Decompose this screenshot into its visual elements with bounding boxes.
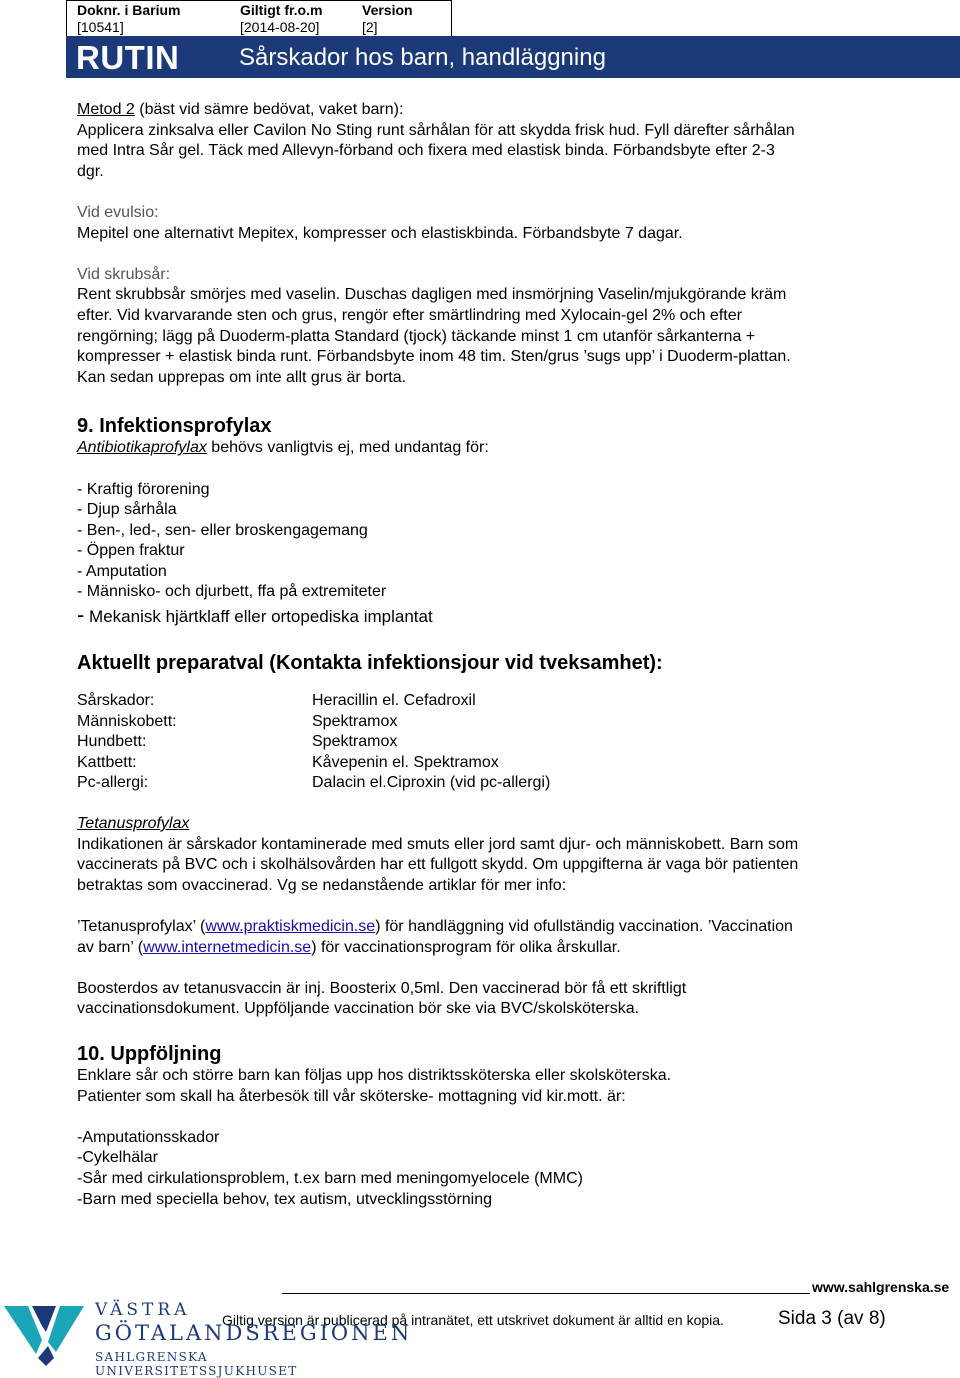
choice-row xyxy=(77,691,897,712)
section10-line: Patienter som skall ha återbesök till vår sköterske- mottagning vid kir.mott. är: xyxy=(77,1087,626,1105)
internetmedicin-link[interactable]: www.internetmedicin.se xyxy=(143,938,312,956)
choice-key: Pc-allergi: xyxy=(77,774,149,792)
choice-key: Sårskador: xyxy=(77,692,155,710)
tetanus-line: vaccinerats på BVC och i skolhälsovården har ett fullgott skydd. Om uppgifterna är vaga bör patienten xyxy=(77,856,799,874)
list-item: -Barn med speciella behov, tex autism, utvecklingsstörning xyxy=(77,1190,493,1208)
reference-line xyxy=(77,938,897,959)
tetanus-heading: Tetanusprofylax xyxy=(77,815,190,833)
choice-value: Spektramox xyxy=(312,733,398,751)
meta-doc-value: [10541] xyxy=(77,19,124,35)
list-item: - Ben-, led-, sen- eller broskengagemang xyxy=(77,521,368,539)
method2-line: dgr. xyxy=(77,162,104,180)
logo-text-region: GÖTALANDSREGIONEN xyxy=(95,1321,413,1345)
list-item-text: Mekanisk hjärtklaff eller ortopediska implantat xyxy=(84,607,433,627)
reference-line xyxy=(77,917,897,938)
choice-row xyxy=(77,712,897,733)
section9-title: Infektionsprofylax xyxy=(99,415,272,438)
booster-line: Boosterdos av tetanusvaccin är inj. Boosterix 0,5ml. Den vaccinerad bör få ett skriftligt xyxy=(77,979,687,997)
header-title-bar xyxy=(66,36,960,78)
method2-line: Applicera zinksalva eller Cavilon No Sting runt sårhålan för att skydda frisk hud. Fyll därefter sårhålan xyxy=(77,121,795,139)
method2-heading-underlined: Metod 2 xyxy=(77,101,135,118)
list-item: - Öppen fraktur xyxy=(77,542,185,560)
choice-value: Kåvepenin el. Spektramox xyxy=(312,753,499,771)
footer-note: Giltig version är publicerad på intranätet, ett utskrivet dokument är alltid en kopia. xyxy=(222,1312,724,1328)
section10-heading xyxy=(77,1042,897,1066)
choice-value: Spektramox xyxy=(312,712,398,730)
ref2-pre: av barn’ ( xyxy=(77,938,144,956)
meta-valid-from xyxy=(240,2,322,36)
meta-doc-number xyxy=(77,2,180,36)
list-item xyxy=(77,603,897,629)
section9-number: 9. xyxy=(77,415,94,438)
page-number: Sida 3 (av 8) xyxy=(778,1308,886,1329)
skrubsar-line: rengörning; lägg på Duoderm-platta Standard (tjock) täckande minst 1 cm utanför sårkanterna + xyxy=(77,327,756,345)
meta-valid-value: [2014-08-20] xyxy=(240,19,320,35)
evulsio-heading: Vid evulsio: xyxy=(77,203,159,221)
header-meta-box xyxy=(66,0,452,36)
list-item: - Djup sårhåla xyxy=(77,501,177,519)
choice-row xyxy=(77,732,897,753)
section10-line: Enklare sår och större barn kan följas upp hos distriktssköterska eller skolsköterska. xyxy=(77,1066,672,1084)
praktiskmedicin-link[interactable]: www.praktiskmedicin.se xyxy=(205,918,376,935)
logo-text-hospital: SAHLGRENSKA UNIVERSITETSSJUKHUSET xyxy=(95,1350,298,1378)
skrubsar-line: kompresser + elastisk binda runt. Förbandsbyte inom 48 tim. Sten/grus ’sugs upp’ i Duoderm-plattan. xyxy=(77,348,791,366)
evulsio-text: Mepitel one alternativt Mepitex, kompresser och elastiskbinda. Förbandsbyte 7 dagar. xyxy=(77,224,683,242)
skrubsar-line: Rent skrubbsår smörjes med vaselin. Duschas dagligen med insmörjning Vaselin/mjukgörande kräm xyxy=(77,286,787,304)
skrubsar-line: Kan sedan upprepas om inte allt grus är borta. xyxy=(77,368,407,386)
section9-intro-rest: behövs vanligtvis ej, med undantag för: xyxy=(206,439,489,457)
ref1-pre: ’Tetanusprofylax’ ( xyxy=(77,918,206,935)
vgr-logo-icon xyxy=(2,1302,86,1368)
choice-row xyxy=(77,753,897,774)
booster-line: vaccinationsdokument. Uppföljande vaccination bör ske via BVC/skolsköterska. xyxy=(77,1000,640,1018)
ref2-post: ) för vaccinationsprogram för olika årskullar. xyxy=(311,938,621,956)
section9-intro xyxy=(77,438,897,459)
list-item: -Amputationsskador xyxy=(77,1128,220,1146)
method2-line: med Intra Sår gel. Täck med Allevyn-förband och fixera med elastisk binda. Förbandsbyte efter 2-3 xyxy=(77,142,775,160)
choice-key: Människobett: xyxy=(77,712,177,730)
tetanus-line: Indikationen är sårskador kontaminerade med smuts eller jord samt djur- och människobett. Barn som xyxy=(77,835,799,853)
list-item: - Amputation xyxy=(77,562,167,580)
meta-valid-label: Giltigt fr.o.m xyxy=(240,2,323,18)
section10-title: Uppföljning xyxy=(110,1042,222,1065)
document-body xyxy=(77,100,897,1210)
meta-version-value: [2] xyxy=(362,19,378,35)
document-title: Sårskador hos barn, handläggning xyxy=(239,44,606,71)
meta-version xyxy=(362,2,413,36)
footer-url: www.sahlgrenska.se xyxy=(812,1279,950,1295)
section9-intro-italic: Antibiotikaprofylax xyxy=(77,439,207,457)
skrubsar-line: efter. Vid kvarvarande sten och grus, rengör efter smärtlindring med Xylocain-gel 2% och efter xyxy=(77,306,742,324)
list-item: -Cykelhälar xyxy=(77,1149,158,1167)
skrubsar-heading: Vid skrubsår: xyxy=(77,265,171,283)
choice-value: Heracillin el. Cefadroxil xyxy=(312,692,476,710)
choice-row xyxy=(77,773,897,794)
footer-divider xyxy=(282,1293,810,1294)
list-item: - Människo- och djurbett, ffa på extremiteter xyxy=(77,583,387,601)
choice-key: Hundbett: xyxy=(77,733,147,751)
list-item: -Sår med cirkulationsproblem, t.ex barn med meningomyelocele (MMC) xyxy=(77,1169,583,1187)
choice-value: Dalacin el.Ciproxin (vid pc-allergi) xyxy=(312,774,551,792)
list-item: - Kraftig förorening xyxy=(77,480,210,498)
tetanus-line: betraktas som ovaccinerad. Vg se nedanstående artiklar för mer info: xyxy=(77,876,567,894)
document-type: RUTIN xyxy=(76,39,180,76)
section10-number: 10. xyxy=(77,1042,105,1065)
list-item-dash: - xyxy=(77,602,85,628)
vgr-logo xyxy=(2,1300,413,1378)
method2-heading xyxy=(77,100,897,121)
meta-version-label: Version xyxy=(362,2,413,18)
section9-list xyxy=(77,480,897,630)
ref1-post: ) för handläggning vid ofullständig vaccination. ’Vaccination xyxy=(375,918,793,935)
section9-heading xyxy=(77,414,897,438)
logo-text-vastra: VÄSTRA xyxy=(95,1300,191,1320)
method2-heading-rest: (bäst vid sämre bedövat, vaket barn): xyxy=(134,101,404,118)
meta-doc-label: Doknr. i Barium xyxy=(77,2,181,18)
preparation-heading: Aktuellt preparatval (Kontakta infektionsjour vid tveksamhet): xyxy=(77,652,663,675)
choice-key: Kattbett: xyxy=(77,753,137,771)
